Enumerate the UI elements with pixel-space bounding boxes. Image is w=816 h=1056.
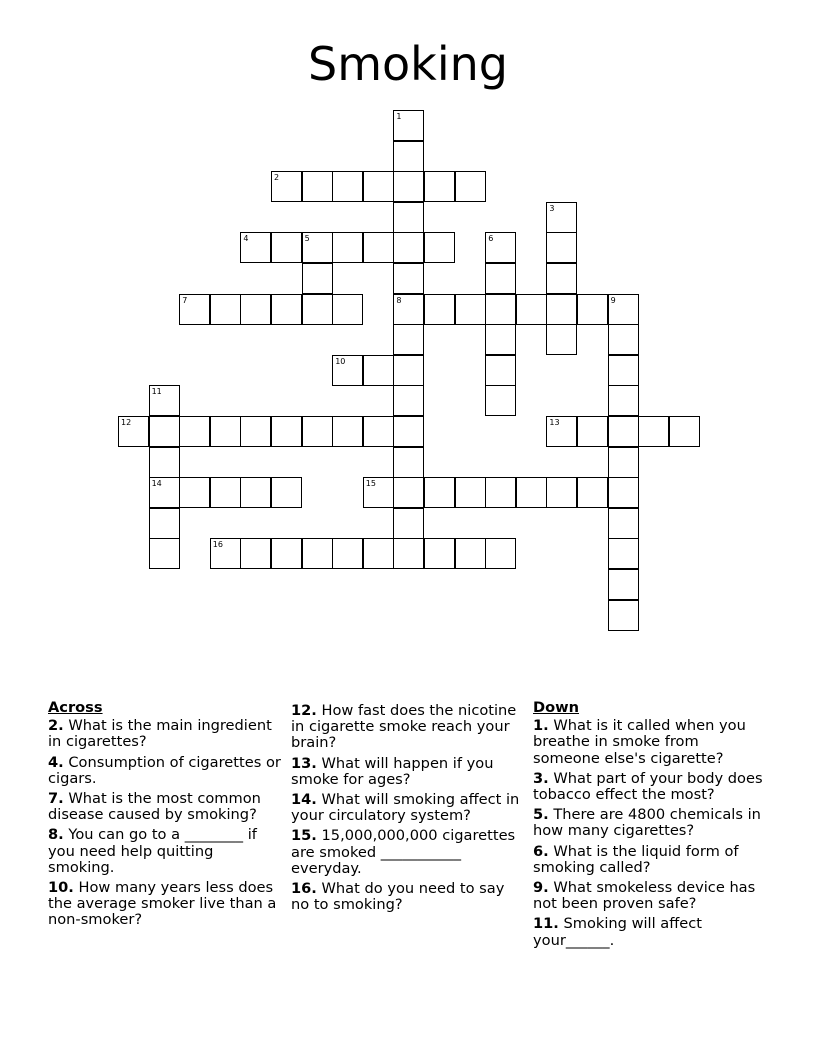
grid-cell[interactable] <box>455 294 486 325</box>
grid-cell[interactable] <box>393 508 424 539</box>
grid-cell[interactable] <box>179 294 210 325</box>
across-column-2 <box>291 703 521 917</box>
grid-cell[interactable] <box>546 263 577 294</box>
grid-cell[interactable] <box>240 477 271 508</box>
grid-cell[interactable] <box>393 416 424 447</box>
grid-cell[interactable] <box>363 355 394 386</box>
grid-cell[interactable] <box>669 416 700 447</box>
clue-number: 8 <box>396 295 402 305</box>
grid-cell[interactable] <box>393 141 424 172</box>
grid-cell[interactable] <box>302 263 333 294</box>
grid-cell[interactable] <box>393 324 424 355</box>
grid-cell[interactable] <box>363 538 394 569</box>
grid-cell[interactable] <box>455 171 486 202</box>
grid-cell[interactable] <box>393 385 424 416</box>
clue-number: 15 <box>365 479 376 489</box>
grid-cell[interactable] <box>271 232 302 263</box>
grid-cell[interactable] <box>240 294 271 325</box>
grid-cell[interactable] <box>608 294 639 325</box>
grid-cell[interactable] <box>332 416 363 447</box>
clue-down-11: 11. Smoking will affect your______. <box>533 915 703 949</box>
grid-cell[interactable] <box>363 416 394 447</box>
grid-cell[interactable] <box>608 477 639 508</box>
grid-cell[interactable] <box>210 294 241 325</box>
grid-cell[interactable] <box>485 294 516 325</box>
clue-number: 13 <box>549 418 560 427</box>
clue-number: 14 <box>151 479 162 489</box>
across-column-1 <box>48 700 284 933</box>
grid-cell[interactable] <box>240 416 271 447</box>
grid-cell[interactable] <box>608 600 639 631</box>
clue-number: 12 <box>121 418 132 427</box>
grid-cell[interactable] <box>302 171 333 202</box>
grid-cell[interactable] <box>302 538 333 569</box>
grid-cell[interactable] <box>608 416 639 447</box>
grid-cell[interactable] <box>608 355 639 386</box>
grid-cell[interactable] <box>332 538 363 569</box>
clue-across-12: 12. How fast does the nicotine in cigarette smoke reach your brain? <box>291 702 517 752</box>
grid-cell[interactable] <box>271 538 302 569</box>
grid-cell[interactable] <box>577 416 608 447</box>
clue-across-8: 8. You can go to a ________ if you need help quitting smoking. <box>48 826 257 876</box>
clue-down-5: 5. There are 4800 chemicals in how many cigarettes? <box>533 806 761 840</box>
page-title: Smoking <box>308 37 508 91</box>
grid-cell[interactable] <box>118 416 149 447</box>
grid-cell[interactable] <box>363 477 394 508</box>
grid-cell[interactable] <box>608 569 639 600</box>
clue-across-10: 10. How many years less does the average smoker live than a non-smoker? <box>48 879 277 929</box>
grid-cell[interactable] <box>332 232 363 263</box>
grid-cell[interactable] <box>546 477 577 508</box>
grid-cell[interactable] <box>546 232 577 263</box>
clue-number: 9 <box>610 295 616 305</box>
down-column <box>533 700 769 953</box>
clue-number: 5 <box>304 234 310 244</box>
clue-number: 16 <box>212 540 223 550</box>
grid-cell[interactable] <box>608 447 639 478</box>
grid-cell[interactable] <box>638 416 669 447</box>
grid-cell[interactable] <box>455 538 486 569</box>
grid-cell[interactable] <box>302 294 333 325</box>
grid-cell[interactable] <box>271 416 302 447</box>
grid-cell[interactable] <box>393 202 424 233</box>
clue-down-6: 6. What is the liquid form of smoking called? <box>533 842 739 876</box>
grid-cell[interactable] <box>485 324 516 355</box>
grid-cell[interactable] <box>393 355 424 386</box>
grid-cell[interactable] <box>302 232 333 263</box>
grid-cell[interactable] <box>363 171 394 202</box>
grid-cell[interactable] <box>608 508 639 539</box>
grid-cell[interactable] <box>271 171 302 202</box>
grid-cell[interactable] <box>393 538 424 569</box>
grid-cell[interactable] <box>424 171 455 202</box>
clue-number: 7 <box>182 295 188 305</box>
grid-cell[interactable] <box>424 477 455 508</box>
grid-cell[interactable] <box>608 385 639 416</box>
across-heading: Across <box>48 699 103 716</box>
clue-down-1: 1. What is it called when you breathe in smoke from someone else's cigarette? <box>533 717 746 767</box>
grid-cell[interactable] <box>332 171 363 202</box>
grid-cell[interactable] <box>516 294 547 325</box>
grid-cell[interactable] <box>577 294 608 325</box>
grid-cell[interactable] <box>332 355 363 386</box>
grid-cell[interactable] <box>149 538 180 569</box>
grid-cell[interactable] <box>393 263 424 294</box>
grid-cell[interactable] <box>271 477 302 508</box>
clue-number: 11 <box>151 387 162 397</box>
grid-cell[interactable] <box>363 232 394 263</box>
down-heading: Down <box>533 699 580 716</box>
grid-cell[interactable] <box>455 477 486 508</box>
grid-cell[interactable] <box>393 447 424 478</box>
clue-number: 4 <box>243 234 249 244</box>
clue-across-14: 14. What will smoking affect in your circulatory system? <box>291 791 520 825</box>
grid-cell[interactable] <box>210 538 241 569</box>
grid-cell[interactable] <box>424 538 455 569</box>
clue-across-13: 13. What will happen if you smoke for ages? <box>291 754 494 788</box>
clue-number: 6 <box>488 234 494 244</box>
clue-across-15: 15. 15,000,000,000 cigarettes are smoked ___________ everyday. <box>291 827 516 877</box>
grid-cell[interactable] <box>393 294 424 325</box>
clue-across-2: 2. What is the main ingredient in cigarettes? <box>48 717 272 751</box>
grid-cell[interactable] <box>240 538 271 569</box>
clue-number: 10 <box>335 356 346 366</box>
grid-cell[interactable] <box>485 477 516 508</box>
grid-cell[interactable] <box>332 294 363 325</box>
grid-cell[interactable] <box>393 110 424 141</box>
grid-cell[interactable] <box>302 416 333 447</box>
grid-cell[interactable] <box>149 416 180 447</box>
grid-cell[interactable] <box>149 385 180 416</box>
clue-number: 3 <box>549 203 555 213</box>
grid-cell[interactable] <box>608 324 639 355</box>
clue-number: 2 <box>274 173 280 183</box>
clue-down-9: 9. What smokeless device has not been proven safe? <box>533 879 756 913</box>
grid-cell[interactable] <box>179 477 210 508</box>
grid-cell[interactable] <box>577 477 608 508</box>
grid-cell[interactable] <box>393 477 424 508</box>
grid-cell[interactable] <box>149 447 180 478</box>
grid-cell[interactable] <box>546 324 577 355</box>
grid-cell[interactable] <box>393 232 424 263</box>
grid-cell[interactable] <box>424 294 455 325</box>
grid-cell[interactable] <box>546 202 577 233</box>
grid-cell[interactable] <box>485 385 516 416</box>
grid-cell[interactable] <box>485 263 516 294</box>
grid-cell[interactable] <box>240 232 271 263</box>
grid-cell[interactable] <box>424 232 455 263</box>
grid-cell[interactable] <box>179 416 210 447</box>
grid-cell[interactable] <box>516 477 547 508</box>
clue-down-3: 3. What part of your body does tobacco effect the most? <box>533 769 763 804</box>
grid-cell[interactable] <box>210 477 241 508</box>
grid-cell[interactable] <box>608 538 639 569</box>
clue-across-7: 7. What is the most common disease caused by smoking? <box>48 790 261 824</box>
grid-cell[interactable] <box>149 477 180 508</box>
clue-across-4: 4. Consumption of cigarettes or cigars. <box>48 753 281 787</box>
grid-cell[interactable] <box>271 294 302 325</box>
grid-cell[interactable] <box>546 416 577 447</box>
clue-number: 1 <box>396 112 402 121</box>
grid-cell[interactable] <box>210 416 241 447</box>
grid-cell[interactable] <box>149 508 180 539</box>
grid-cell[interactable] <box>485 538 516 569</box>
grid-cell[interactable] <box>546 294 577 325</box>
grid-cell[interactable] <box>485 232 516 263</box>
clue-across-16: 16. What do you need to say no to smoking? <box>291 880 505 914</box>
grid-cell[interactable] <box>393 171 424 202</box>
grid-cell[interactable] <box>485 355 516 386</box>
